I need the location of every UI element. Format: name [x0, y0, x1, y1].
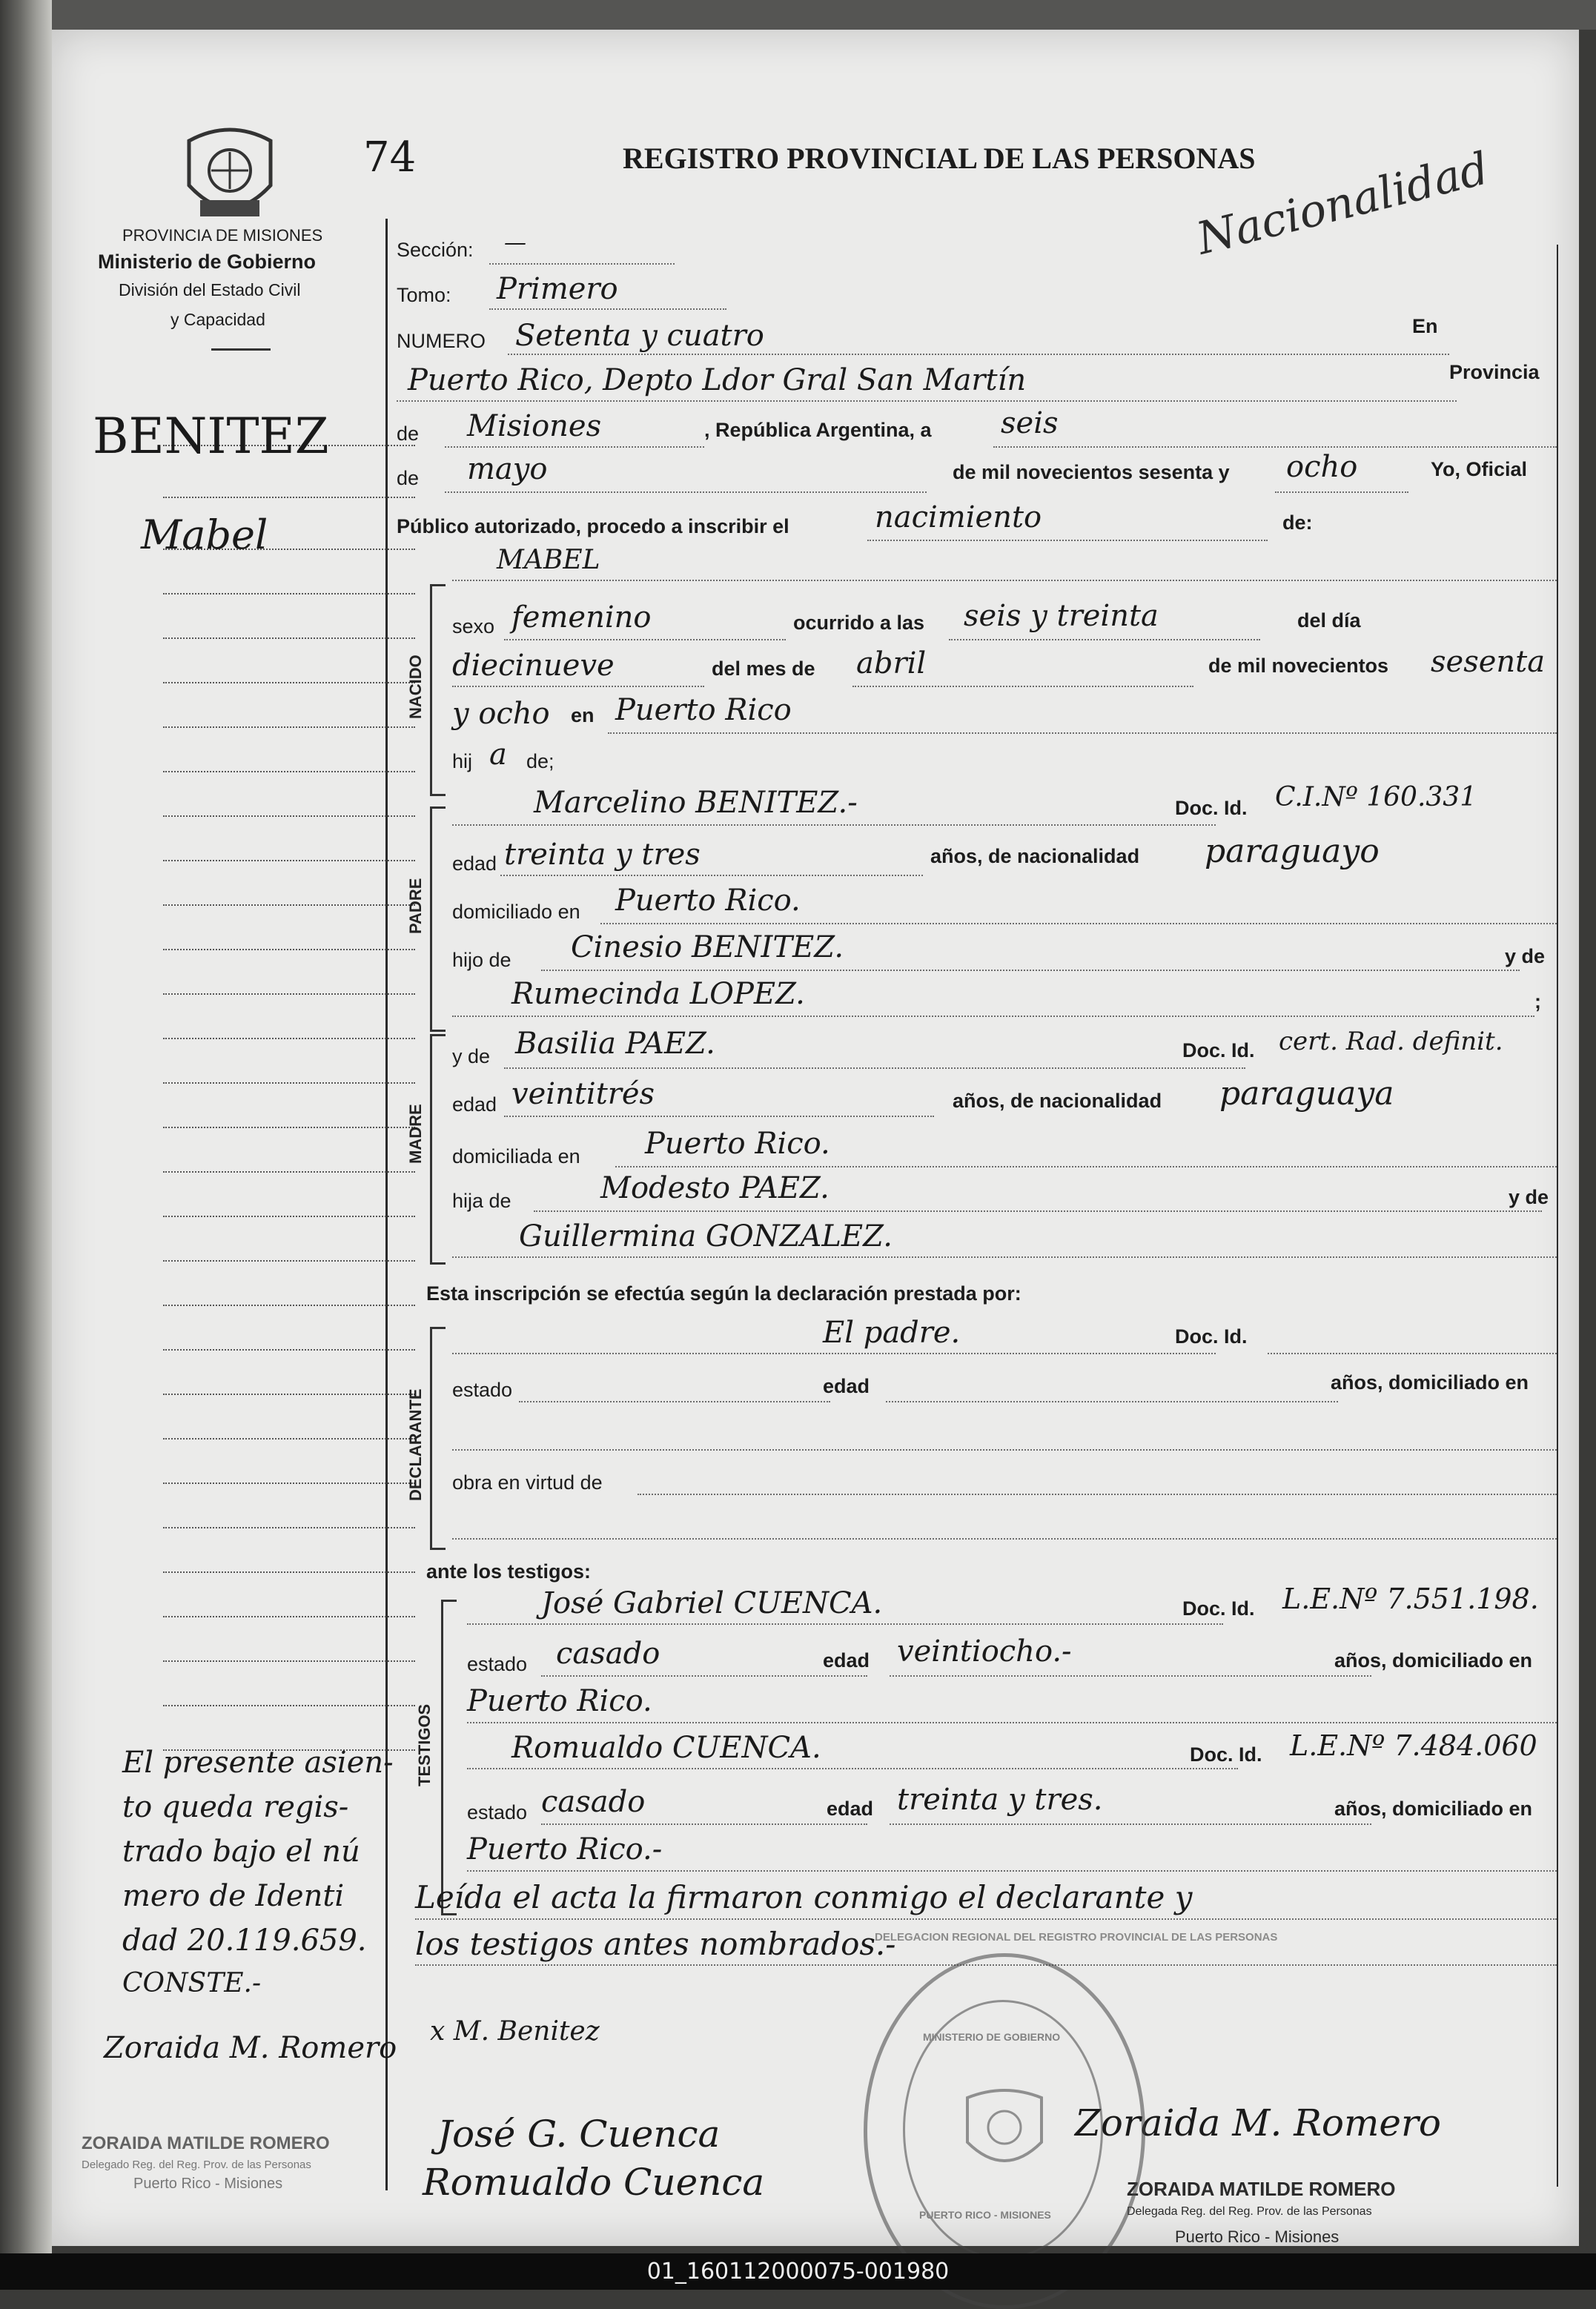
t1-edad-label: edad [823, 1649, 870, 1672]
padre-dom-label: domiciliado en [452, 901, 580, 923]
signature-margin-left: Zoraida M. Romero [104, 2031, 397, 2065]
t1-doc-label: Doc. Id. [1182, 1597, 1255, 1620]
declarante-side-label: DECLARANTE [406, 1388, 425, 1501]
book-binding [0, 0, 52, 2253]
margin-note-line1: El presente asien- [122, 1746, 394, 1780]
t1-estado-label: estado [467, 1653, 528, 1675]
hora-value: seis y treinta [964, 599, 1159, 633]
left-stamp-sub1: Delegado Reg. del Reg. Prov. de las Personas [82, 2159, 311, 2171]
page-title: REGISTRO PROVINCIAL DE LAS PERSONAS [623, 142, 1256, 175]
madre-doc-label: Doc. Id. [1182, 1039, 1255, 1061]
madre-nac-value: paraguaya [1219, 1075, 1394, 1113]
t2-estado-label: estado [467, 1801, 528, 1823]
padre-hijo-label: hijo de [452, 949, 511, 971]
nacido-mes-label: del mes de [712, 657, 815, 680]
ocurrido-label: ocurrido a las [793, 612, 925, 634]
top-edge [0, 0, 1596, 30]
margin-rule [385, 219, 388, 2190]
t2-estado-value: casado [541, 1785, 646, 1819]
madre-side-label: MADRE [406, 1104, 425, 1164]
padre-bracket [430, 806, 446, 1032]
sexo-value: femenino [511, 600, 652, 635]
nacido-de-label: de; [526, 750, 554, 772]
nacido-nombre: MABEL [497, 545, 600, 575]
signature-witness2: Romualdo Cuenca [423, 2161, 765, 2204]
padre-nac-value: paraguayo [1205, 832, 1380, 870]
hij-value: a [489, 738, 507, 772]
nacido-lugar-value: Puerto Rico [615, 693, 792, 727]
madre-dom-value: Puerto Rico. [645, 1127, 830, 1161]
document-page [52, 30, 1579, 2246]
padre-doc-label: Doc. Id. [1175, 797, 1248, 819]
t1-nombre: José Gabriel CUENCA. [541, 1586, 883, 1620]
t2-doc-value: L.E.Nº 7.484.060 [1290, 1729, 1537, 1762]
madre-yde2-label: y de [1509, 1186, 1549, 1208]
numero-value: Setenta y cuatro [515, 319, 764, 353]
tomo-value: Primero [497, 272, 618, 306]
left-stamp-sub2: Puerto Rico - Misiones [133, 2176, 283, 2192]
nacido-anio-value2: y ocho [452, 697, 550, 731]
t2-edad-value: treinta y tres. [897, 1783, 1103, 1817]
declarante-estado-label: estado [452, 1379, 513, 1401]
yo-label: Yo, Oficial [1431, 458, 1528, 480]
madre-hija-label: hija de [452, 1190, 511, 1212]
madre-dom-label: domiciliada en [452, 1145, 580, 1167]
nacido-anio-value1: sesenta [1431, 645, 1546, 679]
declarante-bracket [430, 1327, 446, 1550]
dia-value: seis [1001, 406, 1059, 440]
seccion-value: — [504, 230, 526, 256]
right-rule [1557, 245, 1558, 2187]
nacido-side-label: NACIDO [406, 655, 425, 719]
provincia-label: Provincia [1449, 361, 1540, 383]
madre-edad-value: veintitrés [511, 1077, 655, 1111]
padre-dom-value: Puerto Rico. [615, 884, 801, 918]
declarante-obra-label: obra en virtud de [452, 1471, 603, 1494]
madre-yde-label: y de [452, 1045, 491, 1067]
padre-yde-label: y de [1505, 945, 1546, 967]
madre-bracket [430, 1034, 446, 1265]
madre-nombre: Basilia PAEZ. [515, 1027, 715, 1061]
en-label: En [1412, 315, 1438, 337]
numero-label: NUMERO [397, 330, 486, 352]
madre-edad-label: edad [452, 1093, 497, 1116]
margin-note-line4: mero de Identi [122, 1879, 345, 1913]
seal-text: DELEGACION REGIONAL DEL REGISTRO PROVINCIAL DE LAS PERSONAS [875, 1931, 1278, 1944]
t2-dom-value: Puerto Rico.- [467, 1832, 663, 1866]
de-label: de [397, 423, 420, 445]
republica-label: , República Argentina, a [704, 419, 932, 441]
seccion-label: Sección: [397, 239, 474, 261]
declarante-intro: Esta inscripción se efectúa según la declaración prestada por: [426, 1282, 1021, 1305]
testigos-intro: ante los testigos: [426, 1560, 592, 1583]
de3-label: de: [1282, 511, 1313, 534]
closing-line1: Leída el acta la firmaron conmigo el declarante y [415, 1879, 1193, 1915]
declarante-anos-label: años, domiciliado en [1331, 1371, 1529, 1394]
closing-line2: los testigos antes nombrados.- [415, 1926, 896, 1962]
org-line1: PROVINCIA DE MISIONES [122, 226, 323, 245]
signature-margin-right: x M. Benitez [430, 2016, 600, 2047]
margin-note-line6: CONSTE.- [122, 1968, 262, 1998]
org-line4: y Capacidad [170, 310, 265, 329]
margin-note-line5: dad 20.119.659. [122, 1924, 367, 1958]
padre-side-label: PADRE [406, 878, 425, 934]
madre-nac-label: años, de nacionalidad [953, 1090, 1162, 1112]
testigos-side-label: TESTIGOS [415, 1703, 434, 1786]
padre-edad-label: edad [452, 852, 497, 875]
mes-value: mayo [467, 452, 548, 486]
declarante-edad-label: edad [823, 1375, 870, 1397]
acto-value: nacimiento [875, 500, 1042, 534]
seal-emblem-icon [960, 2083, 1049, 2179]
margin-given-name: Mabel [141, 511, 268, 558]
province-crest-icon [182, 119, 278, 230]
org-line2: Ministerio de Gobierno [98, 251, 317, 273]
padre-doc-value: C.I.Nº 160.331 [1275, 782, 1477, 812]
file-name-footer: 01_160112000075-001980 [0, 2253, 1596, 2290]
margin-note-line2: to queda regis- [122, 1790, 349, 1824]
t1-doc-value: L.E.Nº 7.551.198. [1282, 1583, 1539, 1615]
t2-nombre: Romualdo CUENCA. [511, 1731, 821, 1765]
padre-edad-value: treinta y tres [504, 838, 701, 872]
org-line3: División del Estado Civil [119, 280, 301, 299]
left-stamp-name: ZORAIDA MATILDE ROMERO [82, 2133, 330, 2153]
de2-label: de [397, 467, 420, 489]
nacido-mes-value: abril [856, 646, 927, 680]
seal-place-text: PUERTO RICO - MISIONES [919, 2209, 1051, 2221]
anio-value: ocho [1286, 450, 1358, 484]
padre-madre-value: Rumecinda LOPEZ. [511, 977, 805, 1011]
hij-label: hij [452, 750, 473, 772]
seal-inner-text: MINISTERIO DE GOBIERNO [923, 2031, 1061, 2043]
margin-surname: BENITEZ [93, 408, 329, 465]
right-stamp-sub2: Puerto Rico - Misiones [1175, 2227, 1340, 2246]
sexo-label: sexo [452, 615, 495, 637]
provincia-value: Misiones [467, 409, 602, 443]
margin-note-line3: trado bajo el nú [122, 1835, 360, 1869]
right-stamp-name: ZORAIDA MATILDE ROMERO [1127, 2178, 1396, 2200]
nacido-bracket [430, 584, 446, 796]
annotation-nacionalidad: Nacionalidad [1191, 142, 1494, 265]
signature-witness1: José G. Cuenca [437, 2113, 721, 2156]
t1-anos-label: años, domiciliado en [1334, 1649, 1533, 1672]
t2-doc-label: Doc. Id. [1190, 1743, 1262, 1766]
padre-nac-label: años, de nacionalidad [930, 845, 1140, 867]
signature-official: Zoraida M. Romero [1075, 2101, 1441, 2144]
padre-padre-value: Cinesio BENITEZ. [571, 930, 844, 964]
right-stamp-sub1: Delegada Reg. del Reg. Prov. de las Personas [1127, 2205, 1372, 2218]
padre-nombre: Marcelino BENITEZ.- [534, 786, 858, 820]
madre-doc-value: cert. Rad. definit. [1279, 1027, 1503, 1056]
org-underline [211, 348, 271, 351]
t1-edad-value: veintiocho.- [897, 1634, 1072, 1669]
madre-padre-value: Modesto PAEZ. [600, 1171, 830, 1205]
padre-semicolon: ; [1534, 990, 1541, 1013]
deldia-label: del día [1297, 609, 1361, 632]
mil-label: de mil novecientos sesenta y [953, 461, 1230, 483]
page-number: 74 [363, 133, 417, 182]
nacido-dia-value: diecinueve [452, 649, 615, 683]
nacido-mil-label: de mil novecientos [1208, 655, 1389, 677]
nacido-en-label: en [571, 704, 595, 726]
tomo-label: Tomo: [397, 284, 451, 306]
madre-madre-value: Guillermina GONZALEZ. [519, 1219, 893, 1253]
publico-label: Público autorizado, procedo a inscribir el [397, 515, 789, 537]
testigos-bracket [441, 1600, 457, 1915]
t1-estado-value: casado [556, 1637, 660, 1671]
t2-edad-label: edad [827, 1798, 874, 1820]
declarante-nombre: El padre. [823, 1316, 961, 1350]
t1-dom-value: Puerto Rico. [467, 1684, 652, 1718]
lugar-value: Puerto Rico, Depto Ldor Gral San Martín [408, 363, 1027, 397]
declarante-doc-label: Doc. Id. [1175, 1325, 1248, 1348]
t2-anos-label: años, domiciliado en [1334, 1798, 1533, 1820]
